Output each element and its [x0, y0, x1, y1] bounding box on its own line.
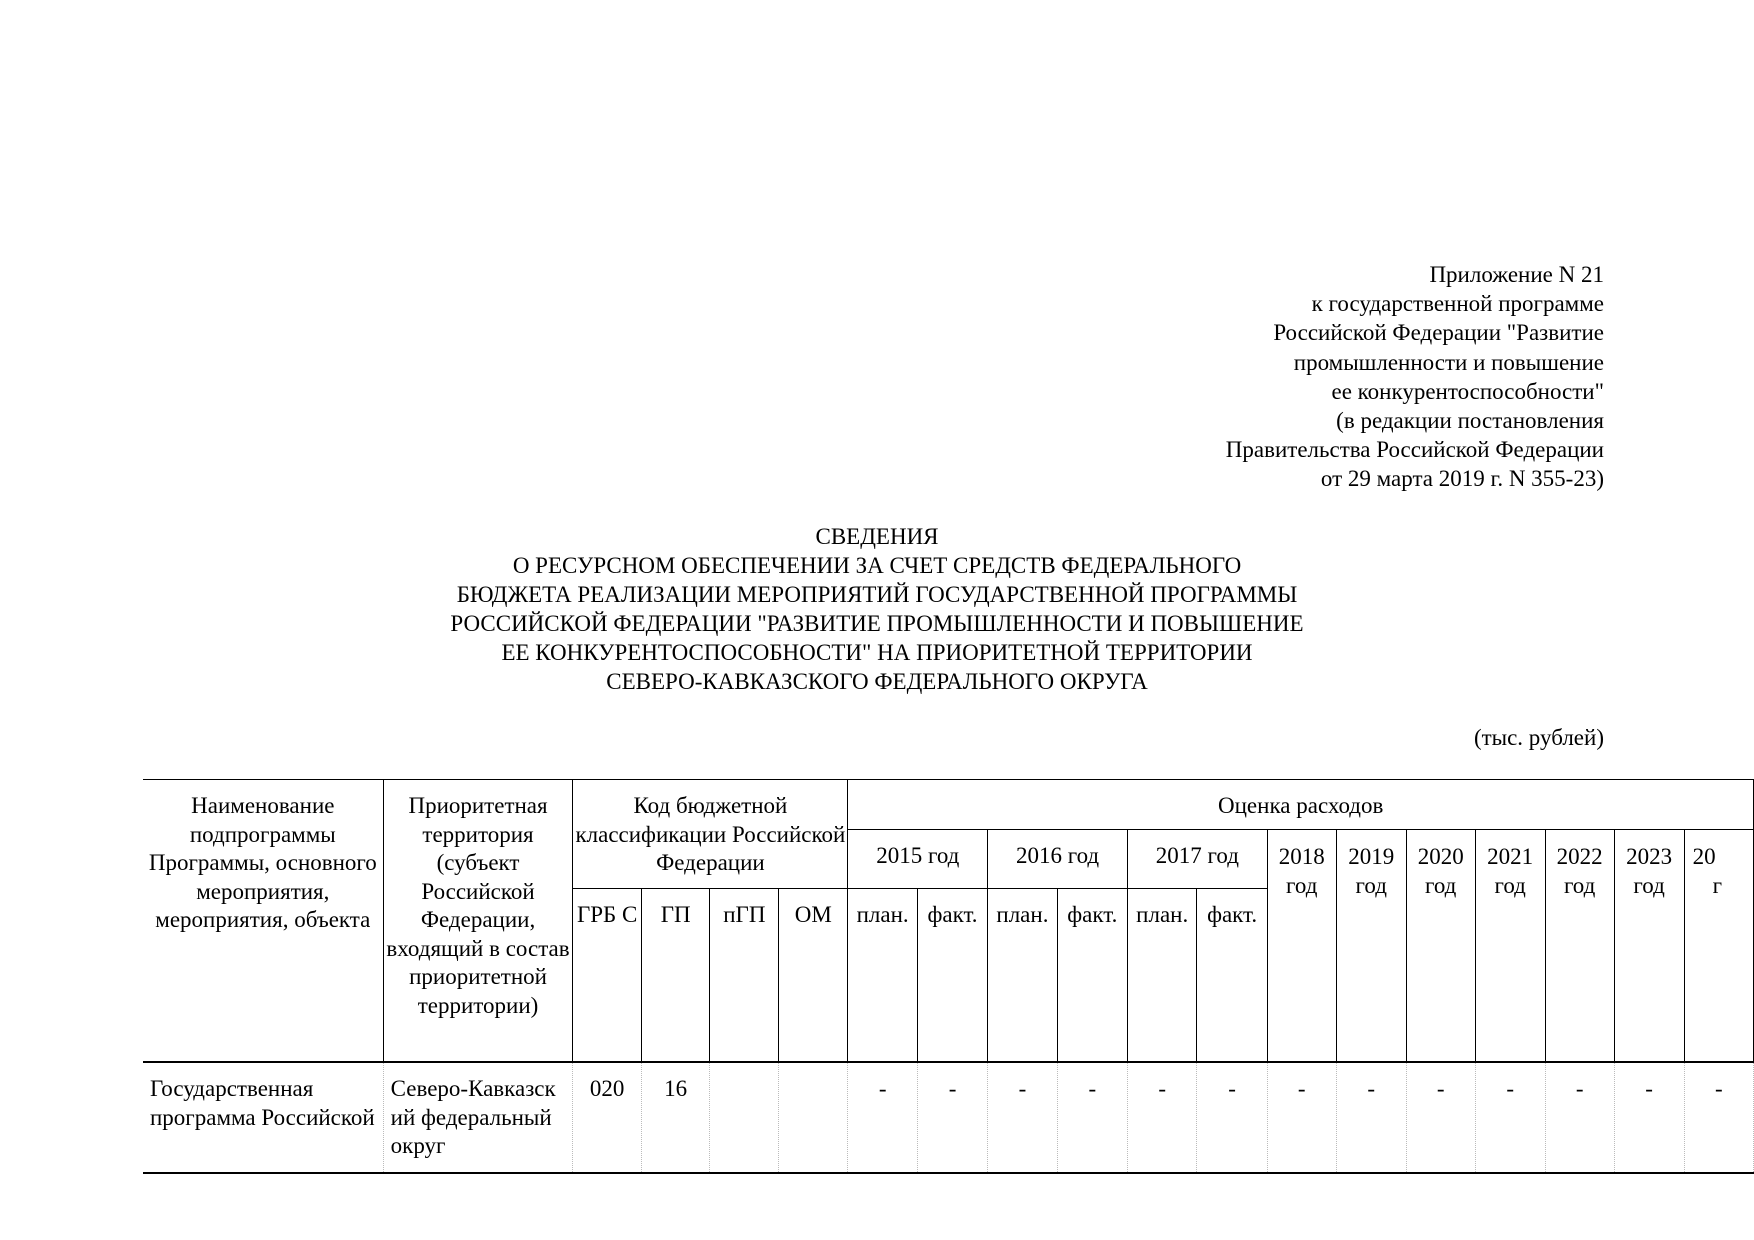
appendix-line: промышленности и повышение [1293, 349, 1604, 375]
appendix-line: (в редакции постановления [1336, 408, 1604, 434]
header-grbs: ГРБ С [573, 889, 641, 1063]
header-territory: Приоритетная территория (субъект Российской Федерации, входящий в состав приоритетной территории) [383, 780, 573, 1063]
cell-om [779, 1062, 848, 1173]
header-fact: факт. [1057, 889, 1127, 1063]
cell-value: - [1545, 1062, 1614, 1173]
header-year-2015: 2015 год [848, 830, 988, 889]
header-year-2020: 2020 год [1406, 830, 1475, 1063]
header-expenses-label: Оценка расходов [1218, 793, 1384, 818]
title-line: СЕВЕРО-КАВКАЗСКОГО ФЕДЕРАЛЬНОГО ОКРУГА [606, 669, 1148, 694]
appendix-line: к государственной программе [1311, 291, 1604, 317]
appendix-note [1226, 260, 1604, 494]
header-year-next: 20 г [1684, 830, 1753, 1063]
header-plan: план. [1127, 889, 1197, 1063]
resource-table [143, 779, 1754, 1174]
cell-value: - [1684, 1062, 1753, 1173]
header-fact: факт. [917, 889, 987, 1063]
title-line: БЮДЖЕТА РЕАЛИЗАЦИИ МЕРОПРИЯТИЙ ГОСУДАРСТВЕННОЙ ПРОГРАММЫ [456, 582, 1298, 607]
cell-value: - [1475, 1062, 1545, 1173]
cell-value: - [1057, 1062, 1127, 1173]
document-title [0, 522, 1754, 696]
cell-pgp [710, 1062, 779, 1173]
header-plan: план. [848, 889, 918, 1063]
header-year-2019: 2019 год [1336, 830, 1406, 1063]
header-pgp: пГП [710, 889, 779, 1063]
title-line: РОССИЙСКОЙ ФЕДЕРАЦИИ "РАЗВИТИЕ ПРОМЫШЛЕННОСТИ И ПОВЫШЕНИЕ [450, 611, 1304, 636]
cell-value: - [1614, 1062, 1684, 1173]
appendix-line: Российской Федерации "Развитие [1273, 320, 1604, 346]
appendix-line: от 29 марта 2019 г. N 355-23) [1320, 466, 1604, 492]
header-name: Наименование подпрограммы Программы, основного мероприятия, мероприятия, объекта [143, 780, 383, 1063]
cell-territory: Северо-Кавказск ий федеральный округ [383, 1062, 573, 1173]
cell-value: - [1267, 1062, 1336, 1173]
units-label: (тыс. рублей) [1473, 725, 1604, 750]
cell-name: Государственная программа Российской [143, 1062, 383, 1173]
header-gp: ГП [641, 889, 710, 1063]
appendix-line: Приложение N 21 [1429, 262, 1604, 287]
cell-value: - [1406, 1062, 1475, 1173]
header-expenses [848, 780, 1754, 830]
table-row [143, 1062, 1754, 1173]
cell-value: - [1336, 1062, 1406, 1173]
cell-gp: 16 [641, 1062, 710, 1173]
cell-value: - [988, 1062, 1058, 1173]
header-plan: план. [988, 889, 1058, 1063]
cell-value: - [1127, 1062, 1197, 1173]
header-year-2022: 2022 год [1545, 830, 1614, 1063]
appendix-line: ее конкурентоспособности" [1331, 378, 1604, 404]
header-year-2017: 2017 год [1127, 830, 1267, 889]
cell-grbs: 020 [573, 1062, 641, 1173]
cell-value: - [917, 1062, 987, 1173]
cell-value: - [848, 1062, 918, 1173]
title-line: О РЕСУРСНОМ ОБЕСПЕЧЕНИИ ЗА СЧЕТ СРЕДСТВ ФЕДЕРАЛЬНОГО [512, 553, 1242, 578]
cell-value: - [1197, 1062, 1267, 1173]
header-year-2021: 2021 год [1475, 830, 1545, 1063]
header-om: ОМ [779, 889, 848, 1063]
header-year-2018: 2018 год [1267, 830, 1336, 1063]
title-line: ЕЕ КОНКУРЕНТОСПОСОБНОСТИ" НА ПРИОРИТЕТНОЙ ТЕРРИТОРИИ [501, 640, 1253, 665]
header-fact: факт. [1197, 889, 1267, 1063]
title-line: СВЕДЕНИЯ [815, 524, 939, 549]
header-year-2016: 2016 год [988, 830, 1128, 889]
appendix-line: Правительства Российской Федерации [1225, 437, 1604, 463]
header-year-2023: 2023 год [1614, 830, 1684, 1063]
header-budget-code: Код бюджетной классификации Российской Федерации [573, 780, 848, 889]
